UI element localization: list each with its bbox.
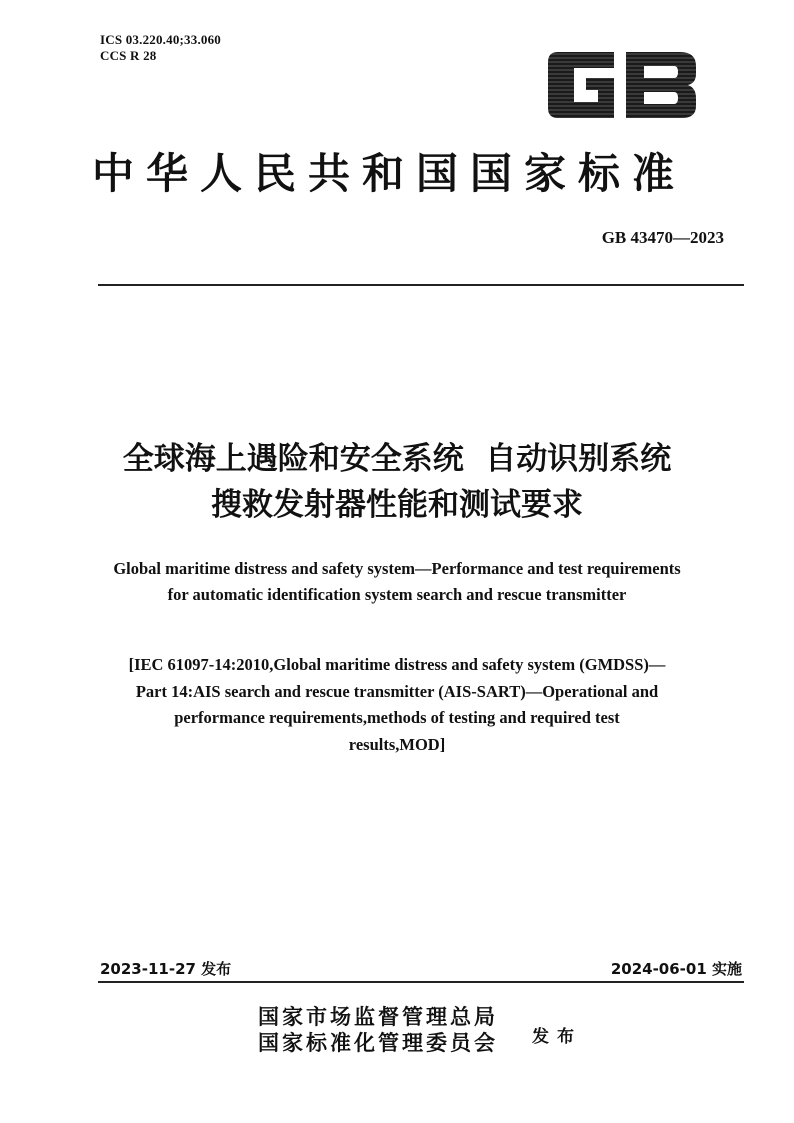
top-divider	[98, 284, 744, 286]
bottom-divider	[98, 981, 744, 983]
chinese-title-line-2: 搜救发射器性能和测试要求	[211, 487, 583, 523]
gb-logo-text: GB	[544, 44, 546, 45]
classification-codes	[100, 32, 221, 64]
iec-reference-line-1: [IEC 61097-14:2010,Global maritime distress and safety system (GMDSS)—	[128, 655, 666, 674]
standard-number: GB 43470—2023	[601, 228, 724, 247]
english-title	[60, 556, 734, 608]
gb-logo	[544, 44, 700, 126]
iec-reference-line-4: results,MOD]	[348, 734, 446, 754]
chinese-title	[60, 436, 734, 528]
iec-reference-line-2: Part 14:AIS search and rescue transmitter (AIS-SART)—Operational and	[135, 681, 659, 701]
ccs-code: CCS R 28	[100, 48, 157, 63]
iec-reference	[60, 652, 734, 758]
english-title-line-1: Global maritime distress and safety system—Performance and test requirements	[113, 559, 681, 578]
national-standard-title: 中华人民共和国国家标准	[92, 149, 687, 198]
issuer-samr: 国家市场监督管理总局	[258, 1004, 498, 1029]
english-title-line-2: for automatic identification system search and rescue transmitter	[167, 585, 627, 604]
iec-reference-line-3: performance requirements,methods of testing and required test	[174, 708, 620, 727]
issuer-sac: 国家标准化管理委员会	[258, 1030, 498, 1055]
chinese-title-line-1: 全球海上遇险和安全系统 自动识别系统	[122, 441, 672, 477]
publish-label: 发布	[532, 1027, 582, 1047]
implementation-date: 2024-06-01 实施	[610, 960, 742, 978]
issuing-authorities	[258, 1004, 498, 1056]
issue-date: 2023-11-27 发布	[100, 960, 232, 978]
ics-code: ICS 03.220.40;33.060	[100, 32, 222, 47]
